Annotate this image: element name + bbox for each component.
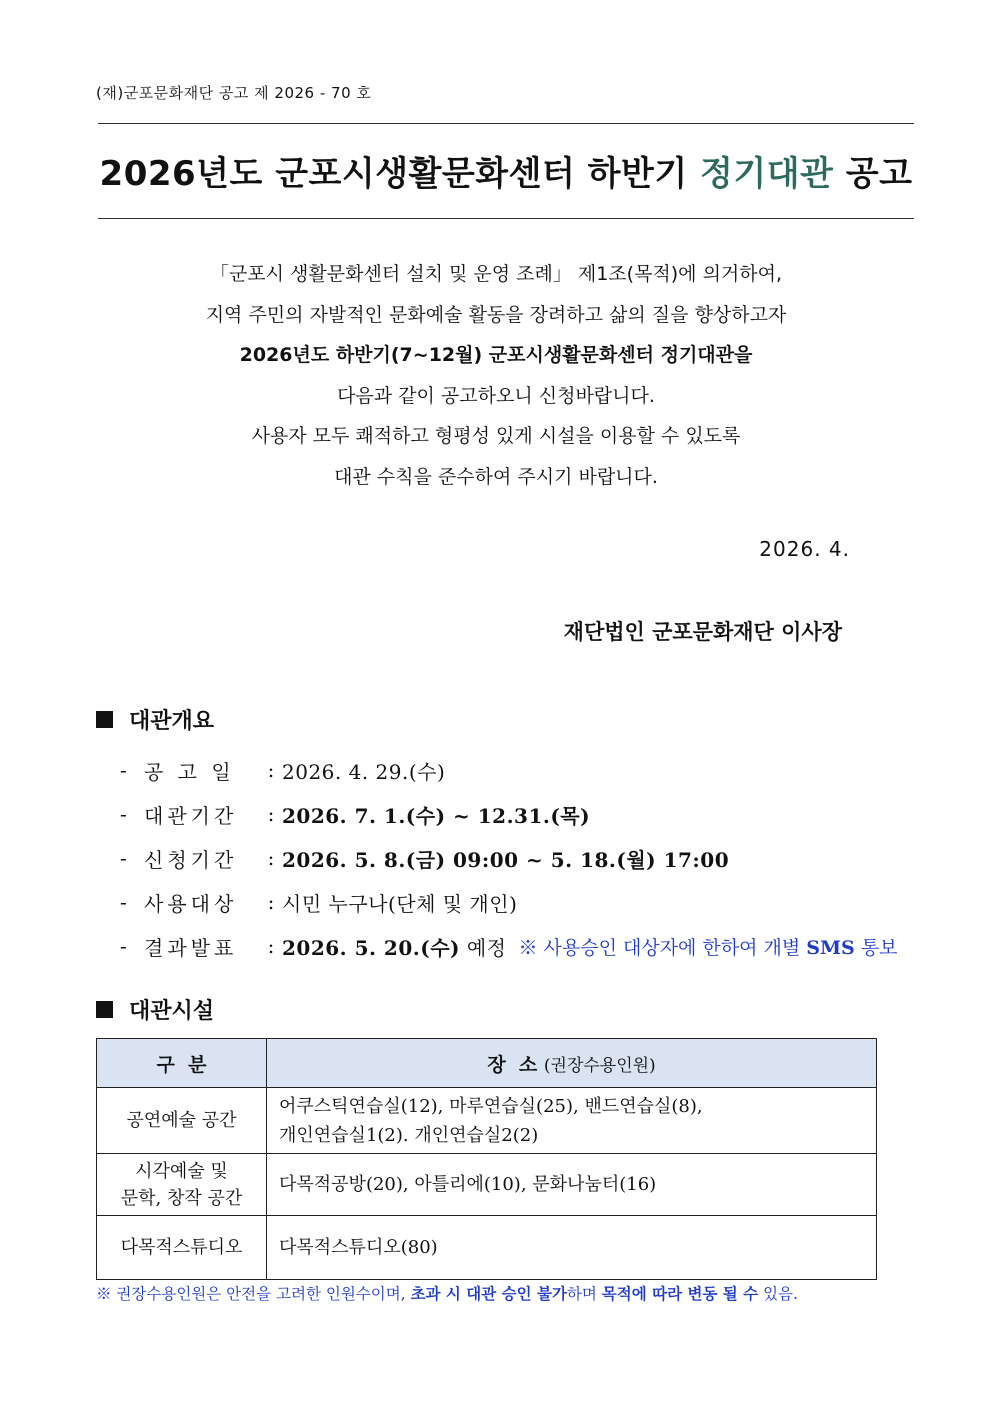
footnote-text: ※ 권장수용인원은 안전을 고려한 인원수이며, [96,1285,411,1303]
table-row [97,1088,877,1154]
places-cell [267,1088,877,1154]
colon: : [267,758,275,782]
item-value: 2026. 7. 1.(수) ~ 12.31.(목) [282,803,591,828]
places-line: 다목적공방(20), 아틀리에(10), 문화나눔터(16) [279,1174,657,1195]
footnote-text: 있음. [758,1285,798,1303]
category-cell: 다목적스튜디오 [97,1216,267,1280]
table-row [97,1154,877,1216]
note-text: ※ 사용승인 대상자에 한하여 개별 [518,936,807,959]
section-heading-facilities [96,994,214,1025]
item-value: 2026. 5. 8.(금) 09:00 ~ 5. 18.(월) 17:00 [282,847,730,872]
item-label: 공 고 일 [144,759,235,784]
square-bullet-icon [96,711,113,728]
category-cell [97,1154,267,1216]
title-prefix: 2026년도 군포시생활문화센터 하반기 [99,154,701,194]
capacity-footnote [96,1282,798,1304]
column-header-sub: (권장수용인원) [543,1055,656,1076]
column-header-category: 구 분 [97,1039,267,1088]
colon: : [267,846,275,870]
item-value: 시민 누구나(단체 및 개인) [282,891,518,916]
page-title [98,146,914,195]
intro-line: 다음과 같이 공고하오니 신청바랍니다. [337,384,655,407]
column-header-places [267,1039,877,1088]
footnote-bold: 목적에 따라 변동 될 수 [601,1284,759,1303]
notice-number: (재)군포문화재단 공고 제 2026 - 70 호 [96,84,372,102]
footnote-text: 하며 [566,1285,602,1303]
footnote-bold: 초과 시 대관 승인 불가 [410,1284,567,1303]
item-label: 결과발표 [144,935,238,960]
table-row [97,1216,877,1280]
dash: - [120,890,127,914]
item-value-rest: 예정 [459,935,507,960]
top-divider [98,123,914,124]
category-cell: 공연예술 공간 [97,1088,267,1154]
intro-line: 사용자 모두 쾌적하고 형평성 있게 시설을 이용할 수 있도록 [251,425,741,447]
intro-line: 「군포시 생활문화센터 설치 및 운영 조례」 제1조(목적)에 의거하여, [209,263,783,285]
section-heading-label: 대관개요 [129,708,215,734]
item-value-bold: 2026. 5. 20.(수) [282,935,460,960]
dash: - [120,934,127,958]
issuer: 재단법인 군포문화재단 이사장 [563,620,842,644]
section-heading-overview [96,704,214,735]
list-item [120,748,898,792]
note-text: 통보 [854,936,898,959]
item-label: 사용대상 [144,891,238,916]
facilities-table [96,1038,877,1280]
dash: - [120,846,127,870]
list-item [120,836,898,880]
places-line: 개인연습실1(2). 개인연습실2(2) [279,1124,539,1146]
notice-date: 2026. 4. [759,537,850,561]
list-item [120,792,898,836]
colon: : [267,934,275,958]
title-suffix: 공고 [833,154,913,194]
list-item [120,924,898,968]
item-label: 신청기간 [144,847,238,872]
overview-list [120,748,898,968]
places-line: 다목적스튜디오(80) [279,1237,438,1258]
dash: - [120,758,127,782]
item-value [282,932,506,961]
intro-paragraph [98,254,894,497]
sms-note [518,933,897,960]
note-bold: SMS [806,936,855,959]
section-heading-label: 대관시설 [129,998,215,1024]
category-line: 문학, 창작 공간 [120,1187,243,1209]
intro-line: 지역 주민의 자발적인 문화예술 활동을 장려하고 삶의 질을 향상하고자 [205,303,787,326]
places-cell [267,1154,877,1216]
item-label: 대관기간 [144,803,238,828]
list-item [120,880,898,924]
column-header-label: 장 소 [487,1053,538,1076]
places-cell [267,1216,877,1280]
colon: : [267,890,275,914]
dash: - [120,802,127,826]
intro-line: 대관 수칙을 준수하여 주시기 바랍니다. [334,465,658,488]
table-header-row [97,1039,877,1088]
colon: : [267,802,275,826]
category-line: 시각예술 및 [135,1160,228,1182]
intro-line-bold: 2026년도 하반기(7~12월) 군포시생활문화센터 정기대관을 [239,344,753,366]
title-highlight: 정기대관 [700,154,834,194]
square-bullet-icon [96,1001,113,1018]
title-divider [98,218,914,219]
item-value: 2026. 4. 29.(수) [282,759,446,784]
places-line: 어쿠스틱연습실(12), 마루연습실(25), 밴드연습실(8), [279,1095,703,1117]
